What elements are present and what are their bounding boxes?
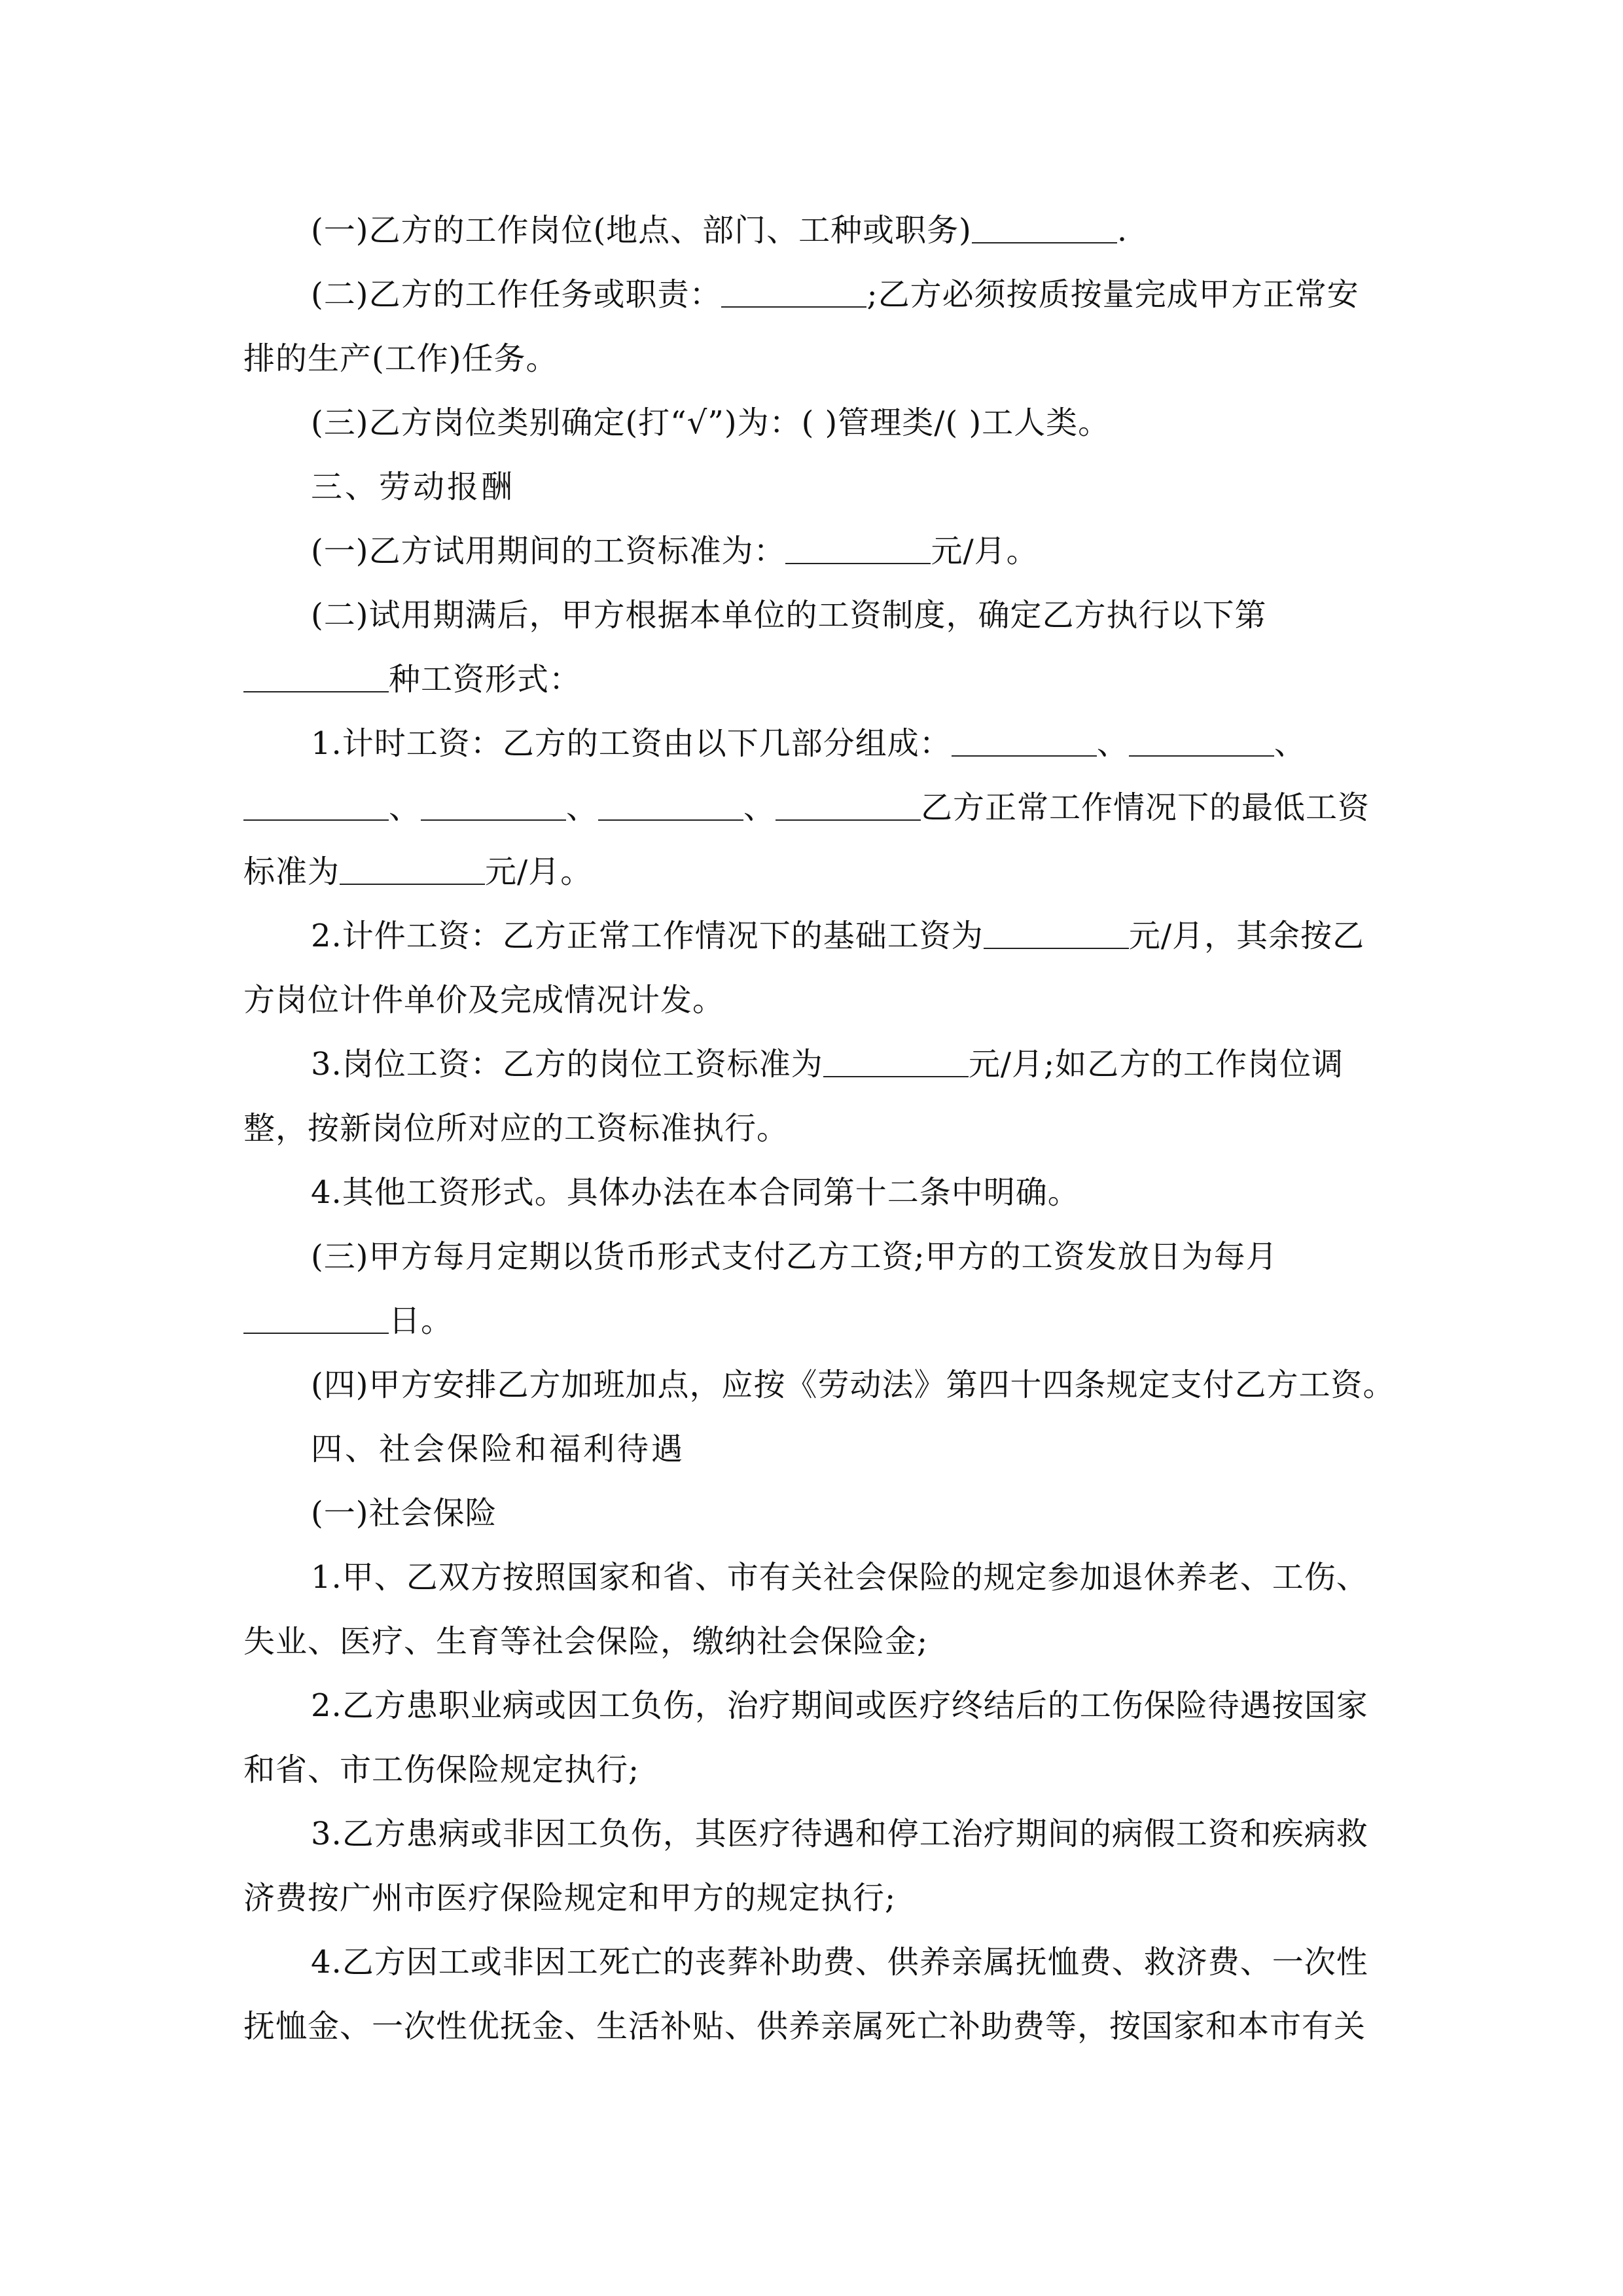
clause-3-2-item-4	[311, 1173, 1463, 1212]
text: 种工资形式：	[389, 661, 582, 698]
text: 1.甲、乙双方按照国家和省、市有关社会保险的规定参加退休养老、工伤、	[311, 1559, 1368, 1596]
section-heading-3	[311, 467, 1463, 507]
blank-field	[984, 920, 1129, 949]
section-heading-4	[311, 1429, 1463, 1469]
text: (三)乙方岗位类别确定(打“√”)为：( )管理类/( )工人类。	[311, 404, 1111, 441]
clause-4-1-item-4	[311, 1943, 1463, 1982]
clause-3-2-item-3-cont	[243, 1109, 1395, 1148]
blank-field	[243, 1305, 389, 1334]
blank-field	[243, 664, 389, 692]
text: (三)甲方每月定期以货币形式支付乙方工资;甲方的工资发放日为每月	[311, 1238, 1278, 1275]
text: 1.计时工资：乙方的工资由以下几部分组成：	[311, 725, 952, 762]
text: 标准为	[243, 853, 340, 890]
clause-3-2	[311, 596, 1463, 635]
text: 3.乙方患病或非因工负伤，其医疗待遇和停工治疗期间的病假工资和疾病救	[311, 1816, 1368, 1852]
text: 抚恤金、一次性优抚金、生活补贴、供养亲属死亡补助费等，按国家和本市有关	[243, 2008, 1366, 2045]
text: 4.其他工资形式。具体办法在本合同第十二条中明确。	[311, 1174, 1080, 1211]
text: (二)试用期满后，甲方根据本单位的工资制度，确定乙方执行以下第	[311, 597, 1267, 634]
text: 四、社会保险和福利待遇	[311, 1431, 686, 1467]
blank-field	[776, 792, 921, 821]
text: ;乙方必须按质按量完成甲方正常安	[866, 276, 1359, 313]
clause-4-1-item-3	[311, 1814, 1463, 1854]
text: 、	[389, 789, 421, 826]
clause-4-1-item-1-cont	[243, 1622, 1395, 1661]
blank-field	[598, 792, 743, 821]
blank-field	[243, 792, 389, 821]
blank-field	[340, 856, 485, 885]
blank-field	[972, 215, 1117, 243]
clause-3-2-item-1-cont2	[243, 852, 1395, 891]
clause-3-2-item-1	[311, 724, 1463, 763]
clause-3-4	[311, 1365, 1463, 1405]
clause-3-2-item-2-cont	[243, 980, 1395, 1020]
text: 2.计件工资：乙方正常工作情况下的基础工资为	[311, 918, 984, 954]
text: 三、劳动报酬	[311, 469, 516, 505]
clause-4-1-item-4-cont	[243, 2007, 1395, 2046]
text: 元/月，其余按乙	[1128, 918, 1364, 954]
text: (一)社会保险	[311, 1495, 497, 1532]
clause-3-3-cont	[243, 1301, 1395, 1340]
text: 4.乙方因工或非因工死亡的丧葬补助费、供养亲属抚恤费、救济费、一次性	[311, 1944, 1368, 1981]
text: 济费按广州市医疗保险规定和甲方的规定执行;	[243, 1880, 897, 1916]
text: (一)乙方试用期间的工资标准为：	[311, 533, 786, 569]
text: 整，按新岗位所对应的工资标准执行。	[243, 1110, 789, 1147]
text: 、	[1274, 725, 1306, 762]
clause-3-3	[311, 1237, 1463, 1276]
clause-3-2-item-2	[311, 916, 1463, 956]
clause-3-2-item-1-cont	[243, 788, 1395, 827]
text: 方岗位计件单价及完成情况计发。	[243, 982, 725, 1018]
text: 、	[1096, 725, 1129, 762]
text: 3.岗位工资：乙方的岗位工资标准为	[311, 1046, 823, 1083]
clause-4-1-item-2	[311, 1686, 1463, 1725]
text: .	[1116, 212, 1128, 249]
text: 元/月;如乙方的工作岗位调	[968, 1046, 1344, 1083]
text: 日。	[389, 1302, 454, 1339]
clause-4-1	[311, 1494, 1463, 1533]
clause-2-2	[311, 275, 1463, 314]
blank-field	[421, 792, 566, 821]
blank-field	[721, 279, 866, 308]
clause-4-1-item-3-cont	[243, 1878, 1395, 1918]
blank-field	[823, 1049, 969, 1077]
text: 乙方正常工作情况下的最低工资	[921, 789, 1370, 826]
clause-2-1	[311, 211, 1463, 250]
text: 元/月。	[485, 853, 593, 890]
text: 、	[743, 789, 776, 826]
clause-4-1-item-2-cont	[243, 1750, 1395, 1789]
text: 、	[566, 789, 599, 826]
clause-3-2-cont	[243, 660, 1395, 699]
clause-2-2-cont	[243, 339, 1395, 378]
text: 和省、市工伤保险规定执行;	[243, 1751, 640, 1788]
text: 排的生产(工作)任务。	[243, 340, 558, 377]
clause-4-1-item-1	[311, 1558, 1463, 1597]
clause-2-3	[311, 403, 1463, 442]
text: 2.乙方患职业病或因工负伤，治疗期间或医疗终结后的工伤保险待遇按国家	[311, 1687, 1368, 1724]
text: (四)甲方安排乙方加班加点，应按《劳动法》第四十四条规定支付乙方工资。	[311, 1367, 1395, 1403]
clause-3-2-item-3	[311, 1045, 1463, 1084]
clause-3-1	[311, 531, 1463, 571]
blank-field	[785, 535, 931, 564]
text: (一)乙方的工作岗位(地点、部门、工种或职务)	[311, 212, 972, 249]
blank-field	[952, 728, 1097, 757]
text: 元/月。	[931, 533, 1039, 569]
text: (二)乙方的工作任务或职责：	[311, 276, 722, 313]
blank-field	[1129, 728, 1274, 757]
text: 失业、医疗、生育等社会保险，缴纳社会保险金;	[243, 1623, 929, 1660]
